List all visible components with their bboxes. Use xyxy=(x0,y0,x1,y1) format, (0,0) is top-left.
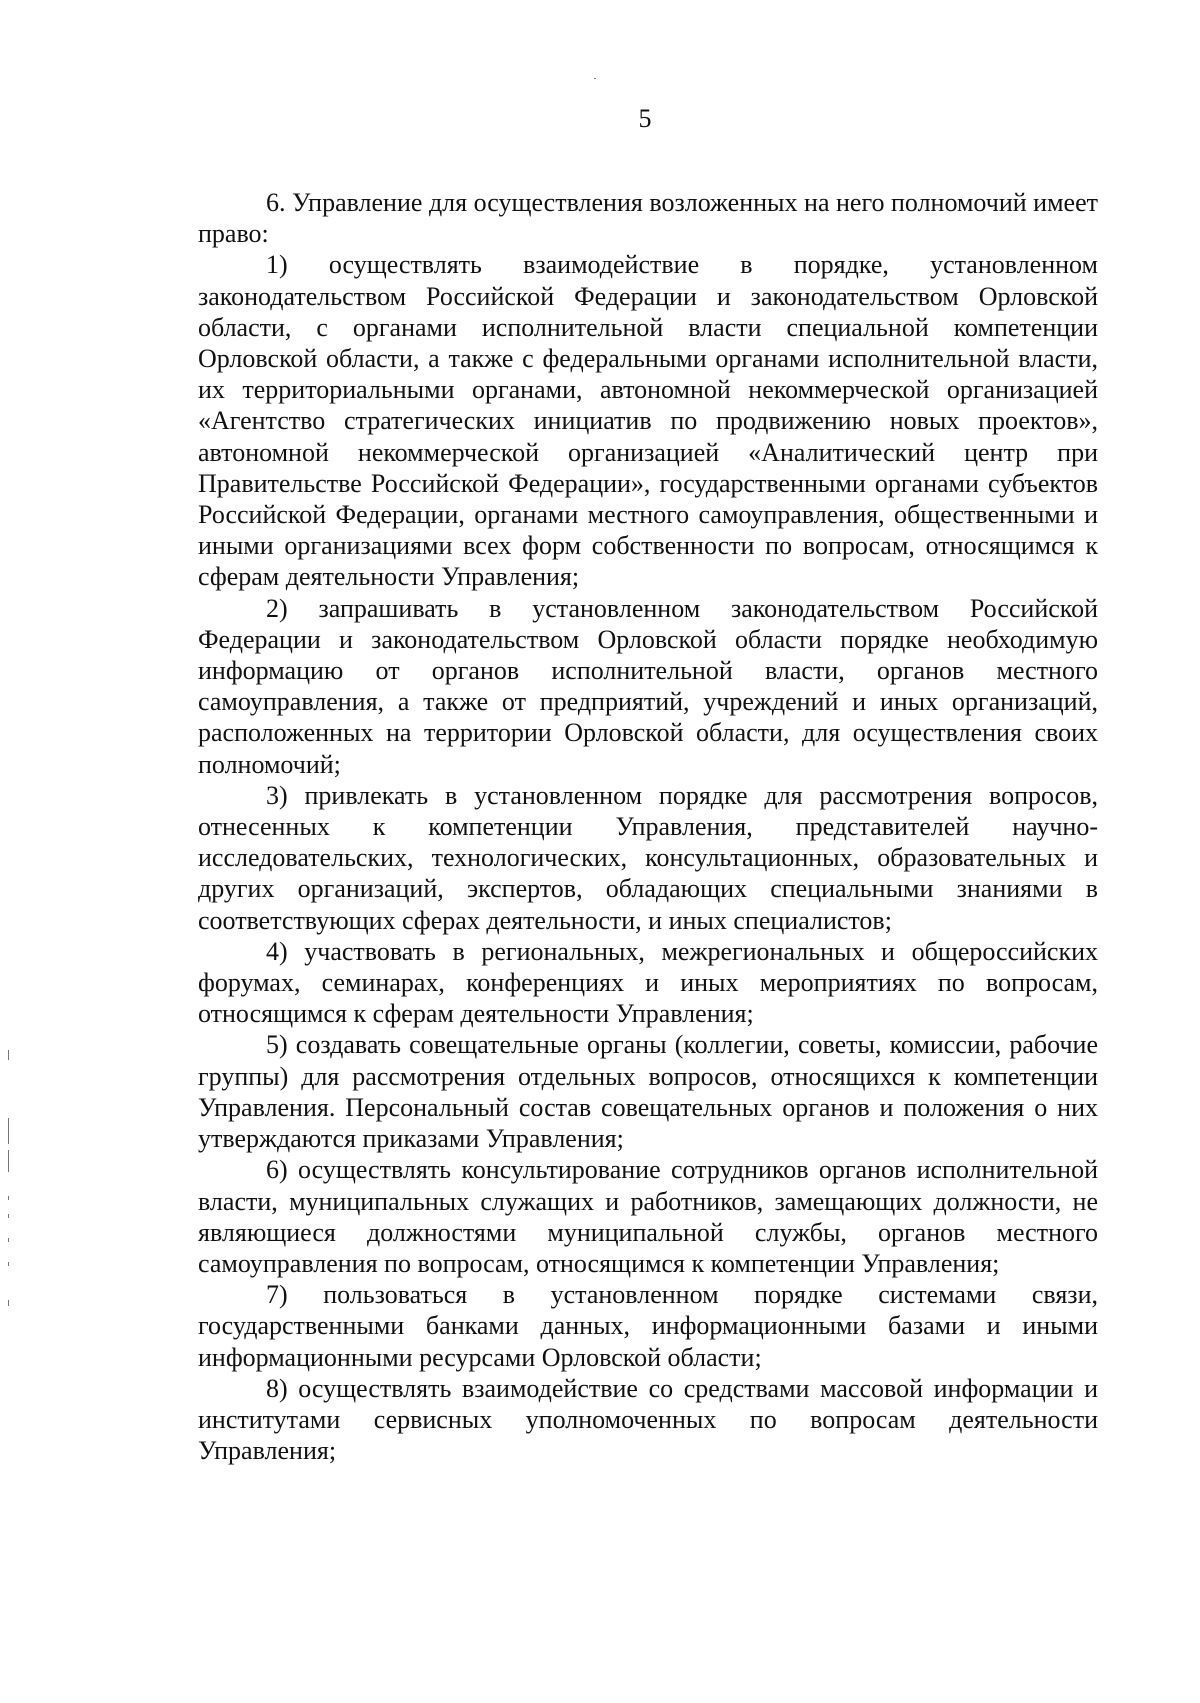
paragraph-item-8: 8) осуществлять взаимодействие со средствами массовой информации и институтами сервисных уполномоченных по вопросам деятельности Управления; xyxy=(198,1373,1098,1466)
paragraph-item-2: 2) запрашивать в установленном законодательством Российской Федерации и законодательством Орловской области порядке необходимую информацию от органов исполнительной власти, органов местного самоуправления, а также от предприятий, учреждений и иных организаций, расположенных на территории Орловской области, для осуществления своих полномочий; xyxy=(198,593,1098,779)
paragraph-item-6: 6) осуществлять консультирование сотрудников органов исполнительной власти, муниципальных служащих и работников, замещающих должности, не являющиеся должностями муниципальной службы, органов местного самоуправления по вопросам, относящимся к компетенции Управления; xyxy=(198,1155,1098,1278)
scan-artifact xyxy=(8,1214,9,1218)
scan-artifact xyxy=(8,1262,9,1266)
scan-artifact xyxy=(8,1300,9,1306)
scan-artifact xyxy=(8,1238,9,1242)
scan-artifact xyxy=(8,1050,9,1060)
scan-artifact xyxy=(8,1196,9,1200)
paragraph-item-3: 3) привлекать в установленном порядке для рассмотрения вопросов, отнесенных к компетенции Управления, представителей научно-исследовательских, технологических, консультационных, образовательных и других организаций, экспертов, обладающих специальными знаниями в соответствующих сферах деятельности, и иных специалистов; xyxy=(198,780,1098,935)
paragraph-item-1: 1) осуществлять взаимодействие в порядке, установленном законодательством Российской Федерации и законодательством Орловской области, с органами исполнительной власти специальной компетенции Орловской области, а также с федеральными органами исполнительной власти, их территориальными органами, автономной некоммерческой организацией «Агентство стратегических инициатив по продвижению новых проектов», автономной некоммерческой организацией «Аналитический центр при Правительстве Российской Федерации», государственными органами субъектов Российской Федерации, органами местного самоуправления, общественными и иными организациями всех форм собственности по вопросам, относящимся к сферам деятельности Управления; xyxy=(198,250,1098,592)
page-number: 5 xyxy=(638,104,652,133)
scan-artifact xyxy=(8,1150,9,1172)
paragraph-item-4: 4) участвовать в региональных, межрегиональных и общероссийских форумах, семинарах, конференциях и иных мероприятиях по вопросам, относящимся к сферам деятельности Управления; xyxy=(198,936,1098,1029)
scan-artifact xyxy=(8,1118,9,1144)
scan-artifact xyxy=(594,78,596,79)
paragraph-item-5: 5) создавать совещательные органы (коллегии, советы, комиссии, рабочие группы) для рассмотрения отдельных вопросов, относящихся к компетенции Управления. Персональный состав совещательных органов и положения о них утверждаются приказами Управления; xyxy=(198,1030,1098,1154)
document-body xyxy=(198,187,1098,1466)
paragraph-item-7: 7) пользоваться в установленном порядке системами связи, государственными банками данных, информационными базами и иными информационными ресурсами Орловской области; xyxy=(198,1280,1098,1372)
paragraph-rights-intro: 6. Управление для осуществления возложенных на него полномочий имеет право: xyxy=(198,188,1098,249)
